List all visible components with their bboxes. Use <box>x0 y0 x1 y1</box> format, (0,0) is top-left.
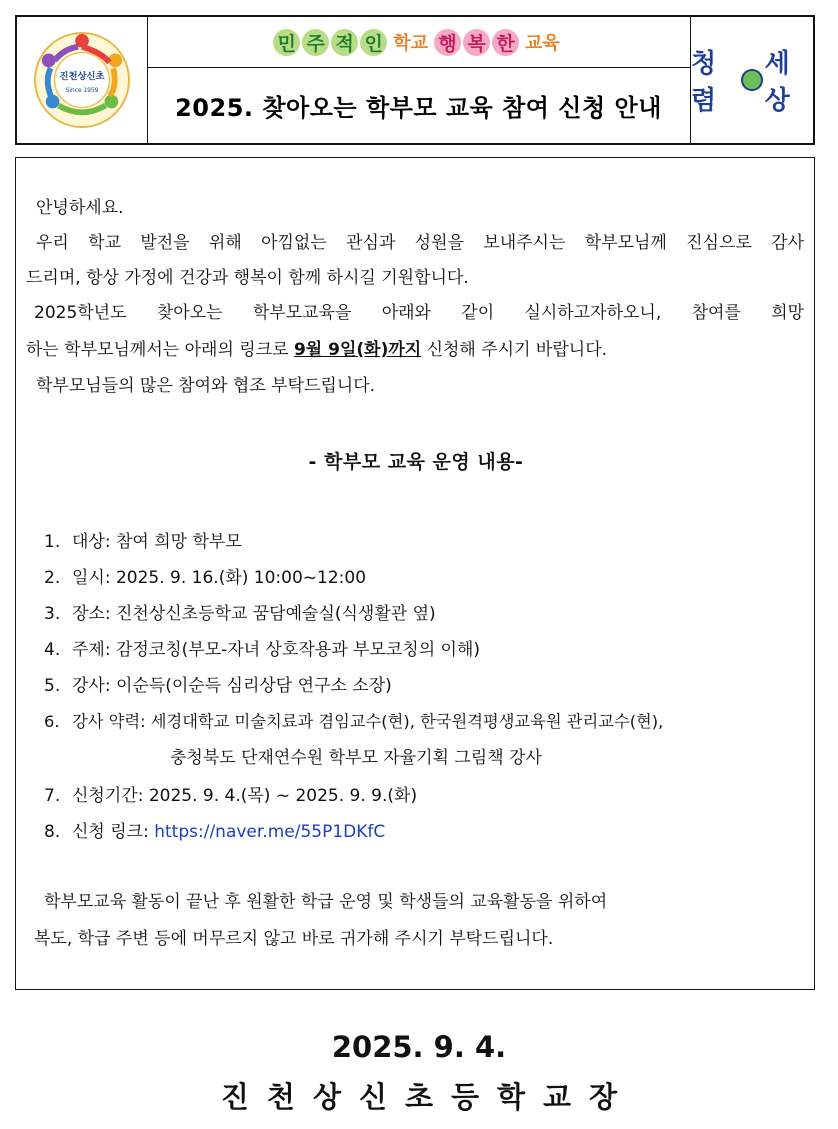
paragraph-1-line-2: 드리며, 항상 가정에 건강과 행복이 함께 하시길 기원합니다. <box>26 268 469 288</box>
list-item <box>44 604 436 624</box>
list-item <box>44 786 417 806</box>
title-row <box>147 67 690 143</box>
paragraph-2-line-2 <box>26 340 607 360</box>
closing-line-1: 학부모교육 활동이 끝난 후 원활한 학급 운영 및 학생들의 교육활동을 위하여 <box>44 892 608 912</box>
school-emblem-cell <box>17 17 148 143</box>
item-number: 7. <box>44 786 61 806</box>
integrity-logo-left: 청렴 <box>691 49 717 116</box>
paragraph-3: 학부모님들의 많은 참여와 협조 부탁드립니다. <box>36 376 376 396</box>
item-text: 신청 링크: <box>72 822 155 842</box>
slogan-word: 학교 <box>393 33 428 54</box>
application-link[interactable]: https://naver.me/55P1DKfC <box>154 822 386 842</box>
list-item <box>44 822 385 842</box>
slogan-char: 인 <box>360 29 387 56</box>
item-text: 대상: 참여 희망 학부모 <box>72 532 242 552</box>
slogan-char: 행 <box>434 29 461 56</box>
list-item <box>44 712 663 732</box>
emblem-since: Since 1959 <box>65 87 99 94</box>
list-item <box>44 640 480 660</box>
item-number: 1. <box>44 532 61 552</box>
item-number: 5. <box>44 676 61 696</box>
item-number: 6. <box>44 712 60 731</box>
item-text: 장소: 진천상신초등학교 꿈담예술실(식생활관 옆) <box>72 604 436 624</box>
closing-line-2: 복도, 학급 주변 등에 머무르지 않고 바로 귀가해 주시기 부탁드립니다. <box>34 929 554 949</box>
item-number: 2. <box>44 568 61 588</box>
integrity-logo <box>691 43 813 117</box>
school-emblem-icon <box>33 31 131 129</box>
item-number: 8. <box>44 822 61 842</box>
item-text: 강사: 이순득(이순득 심리상담 연구소 소장) <box>72 676 392 696</box>
document-title: 2025. 찾아오는 학부모 교육 참여 신청 안내 <box>175 93 662 122</box>
header-center-cell <box>147 17 691 143</box>
principal-signature: 진천상신초등학교장 <box>220 1080 636 1114</box>
item-text: 충청북도 단재연수원 학부모 자율기획 그림책 강사 <box>170 748 542 768</box>
paragraph-1-line-1: 우리 학교 발전을 위해 아낌없는 관심과 성원을 보내주시는 학부모님께 진심으로 감사 <box>36 233 804 253</box>
slogan-char: 민 <box>273 29 300 56</box>
slogan-char: 적 <box>331 29 358 56</box>
item-text: 주제: 감정코칭(부모-자녀 상호작용과 부모코칭의 이해) <box>72 640 481 660</box>
section-title: - 학부모 교육 운영 내용- <box>308 451 524 473</box>
item-text: 강사 약력: 세경대학교 미술치료과 겸임교수(현), 한국원격평생교육원 관리교수(현), <box>72 712 664 731</box>
list-item <box>44 676 392 696</box>
integrity-logo-cell <box>691 17 813 143</box>
slogan-char: 한 <box>492 29 519 56</box>
paragraph-2-text-a: 하는 학부모님께서는 아래의 링크로 <box>26 340 294 360</box>
list-item <box>44 532 242 552</box>
issue-date: 2025. 9. 4. <box>331 1030 507 1064</box>
integrity-logo-right: 세상 <box>764 49 790 116</box>
slogan-char: 복 <box>463 29 490 56</box>
slogan-word: 교육 <box>525 33 560 54</box>
item-text: 일시: 2025. 9. 16.(화) 10:00~12:00 <box>72 568 367 588</box>
slogan <box>273 29 564 56</box>
header-table <box>15 15 815 145</box>
paragraph-2-text-b: 신청해 주시기 바랍니다. <box>421 340 608 360</box>
paragraph-2-line-1: 2025학년도 찾아오는 학부모교육을 아래와 같이 실시하고자하오니, 참여를 희망 <box>34 303 804 323</box>
greeting: 안녕하세요. <box>36 198 124 218</box>
slogan-char: 주 <box>302 29 329 56</box>
list-item-continuation <box>170 748 542 768</box>
notice-body <box>15 157 815 990</box>
list-item <box>44 568 366 588</box>
deadline: 9월 9일(화)까지 <box>293 340 422 360</box>
item-number: 4. <box>44 640 61 660</box>
item-text: 신청기간: 2025. 9. 4.(목) ~ 2025. 9. 9.(화) <box>72 786 418 806</box>
item-number: 3. <box>44 604 61 624</box>
slogan-row <box>147 17 690 68</box>
globe-icon <box>741 69 762 91</box>
emblem-text: 진천상신초 <box>59 71 105 83</box>
